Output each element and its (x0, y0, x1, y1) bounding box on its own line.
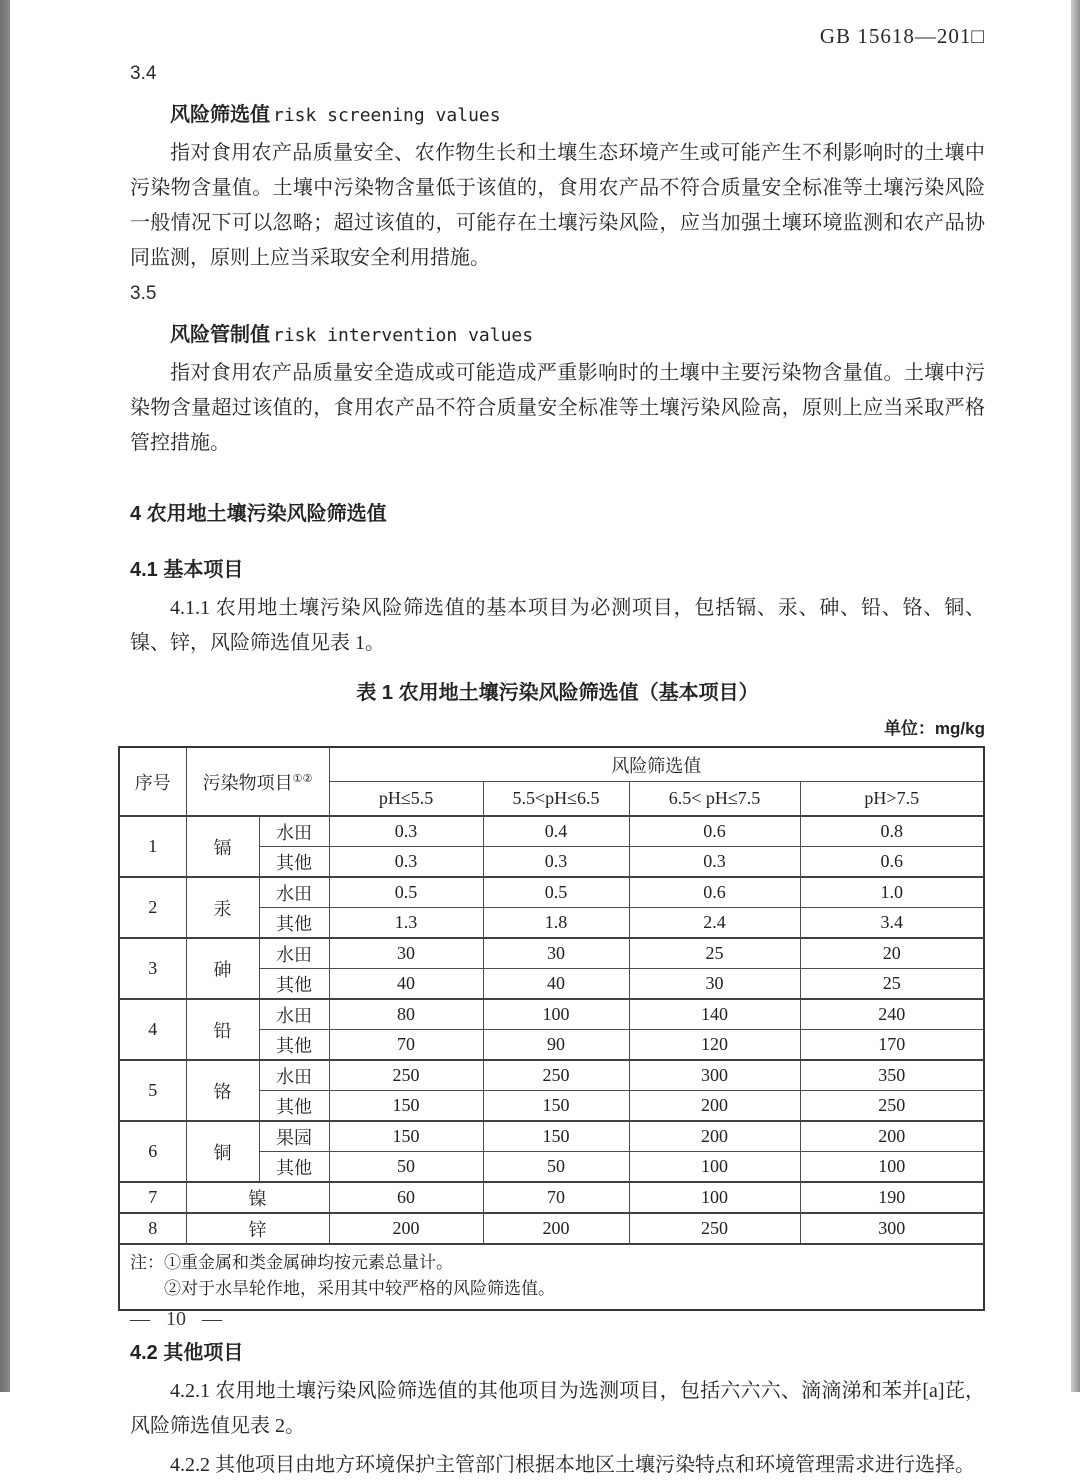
value-cell: 200 (329, 1213, 483, 1244)
land-cell: 其他 (259, 1030, 329, 1061)
table-1-caption: 表 1 农用地土壤污染风险筛选值（基本项目） (356, 682, 759, 704)
value-cell: 150 (483, 1121, 629, 1152)
value-cell: 0.6 (800, 847, 984, 878)
term-3-4-en: risk screening values (273, 105, 501, 126)
table-row (119, 1060, 984, 1091)
table-row (119, 1121, 984, 1152)
standard-code: GB 15618—201□ (819, 24, 985, 48)
header-seq: 序号 (119, 747, 186, 816)
note-prefix: 注： (130, 1253, 164, 1272)
value-cell: 0.3 (329, 847, 483, 878)
value-cell: 0.6 (629, 877, 800, 908)
value-cell: 250 (329, 1060, 483, 1091)
table-1 (118, 746, 985, 1311)
value-cell: 0.8 (800, 816, 984, 847)
table-note-1 (130, 1250, 973, 1276)
value-cell: 100 (800, 1152, 984, 1183)
value-cell: 70 (329, 1030, 483, 1061)
pollutant-cell: 铬 (186, 1060, 259, 1121)
value-cell: 0.4 (483, 816, 629, 847)
value-cell: 100 (629, 1182, 800, 1213)
value-cell: 250 (483, 1060, 629, 1091)
scan-edge-left (0, 0, 10, 1392)
pollutant-cell: 锌 (186, 1213, 329, 1244)
clause-4-1-1: 4.1.1 农用地土壤污染风险筛选值的基本项目为必测项目，包括镉、汞、砷、铅、铬、铜、镍、锌，风险筛选值见表 1。 (130, 597, 985, 654)
value-cell: 3.4 (800, 908, 984, 939)
document-content (130, 0, 985, 1483)
value-cell: 40 (329, 969, 483, 1000)
value-cell: 300 (800, 1213, 984, 1244)
clause-3-4-number: 3.4 (130, 63, 157, 84)
land-cell: 其他 (259, 847, 329, 878)
table-1-unit-label: 单位：mg/kg (883, 719, 985, 738)
header-risk-screening-group: 风险筛选值 (329, 747, 984, 782)
value-cell: 30 (629, 969, 800, 1000)
footer-dash-left: — (130, 1308, 150, 1330)
value-cell: 0.3 (483, 847, 629, 878)
pollutant-cell: 镉 (186, 816, 259, 877)
clause-3-5-number: 3.5 (130, 283, 157, 304)
table-row (119, 816, 984, 847)
seq-cell: 6 (119, 1121, 186, 1182)
seq-cell: 3 (119, 938, 186, 999)
land-cell: 其他 (259, 1091, 329, 1122)
note-1-text: ①重金属和类金属砷均按元素总量计。 (164, 1253, 453, 1272)
header-pollutant (186, 747, 329, 816)
seq-cell: 7 (119, 1182, 186, 1213)
value-cell: 200 (800, 1121, 984, 1152)
header-ph-4: pH>7.5 (800, 782, 984, 817)
value-cell: 350 (800, 1060, 984, 1091)
table-row (119, 938, 984, 969)
seq-cell: 5 (119, 1060, 186, 1121)
value-cell: 1.8 (483, 908, 629, 939)
value-cell: 200 (483, 1213, 629, 1244)
scan-edge-right (1071, 0, 1080, 1392)
value-cell: 0.3 (629, 847, 800, 878)
footer-dash-right: — (202, 1308, 222, 1330)
header-ph-1: pH≤5.5 (329, 782, 483, 817)
value-cell: 70 (483, 1182, 629, 1213)
value-cell: 200 (629, 1091, 800, 1122)
section-4-1-heading: 4.1 基本项目 (130, 559, 244, 581)
term-3-4-zh: 风险筛选值 (170, 104, 270, 126)
value-cell: 140 (629, 999, 800, 1030)
pollutant-cell: 砷 (186, 938, 259, 999)
value-cell: 250 (629, 1213, 800, 1244)
value-cell: 300 (629, 1060, 800, 1091)
value-cell: 100 (629, 1152, 800, 1183)
value-cell: 0.5 (329, 877, 483, 908)
pollutant-cell: 铅 (186, 999, 259, 1060)
land-cell: 其他 (259, 1152, 329, 1183)
term-3-5-en: risk intervention values (273, 325, 534, 346)
value-cell: 170 (800, 1030, 984, 1061)
value-cell: 60 (329, 1182, 483, 1213)
value-cell: 50 (329, 1152, 483, 1183)
value-cell: 250 (800, 1091, 984, 1122)
value-cell: 40 (483, 969, 629, 1000)
value-cell: 190 (800, 1182, 984, 1213)
value-cell: 30 (483, 938, 629, 969)
value-cell: 100 (483, 999, 629, 1030)
clause-4-2-2: 4.2.2 其他项目由地方环境保护主管部门根据本地区土壤污染特点和环境管理需求进行选择。 (170, 1454, 975, 1476)
value-cell: 90 (483, 1030, 629, 1061)
section-4-heading: 4 农用地土壤污染风险筛选值 (130, 503, 387, 525)
clause-3-4-definition: 指对食用农产品质量安全、农作物生长和土壤生态环境产生或可能产生不利影响时的土壤中污染物含量值。土壤中污染物含量低于该值的，食用农产品不符合质量安全标准等土壤污染风险一般情况下可以忽略；超过该值的，可能存在土壤污染风险，应当加强土壤环境监测和农产品协同监测，原则上应当采取安全利用措施。 (130, 142, 985, 269)
value-cell: 150 (329, 1121, 483, 1152)
seq-cell: 4 (119, 999, 186, 1060)
value-cell: 1.0 (800, 877, 984, 908)
value-cell: 150 (329, 1091, 483, 1122)
table-note-row (119, 1244, 984, 1310)
value-cell: 25 (800, 969, 984, 1000)
clause-3-5-definition: 指对食用农产品质量安全造成或可能造成严重影响时的土壤中主要污染物含量值。土壤中污染物含量超过该值的，食用农产品不符合质量安全标准等土壤污染风险高，原则上应当采取严格管控措施。 (130, 362, 985, 454)
page-footer (130, 1308, 222, 1331)
seq-cell: 8 (119, 1213, 186, 1244)
table-row (119, 877, 984, 908)
table-note-2: ②对于水旱轮作地，采用其中较严格的风险筛选值。 (164, 1279, 555, 1298)
term-3-5-heading (170, 318, 985, 347)
value-cell: 200 (629, 1121, 800, 1152)
value-cell: 30 (329, 938, 483, 969)
term-3-5-zh: 风险管制值 (170, 324, 270, 346)
section-4-2-heading: 4.2 其他项目 (130, 1342, 244, 1364)
land-cell: 水田 (259, 938, 329, 969)
value-cell: 0.5 (483, 877, 629, 908)
page-number: 10 (166, 1308, 186, 1330)
header-ph-2: 5.5<pH≤6.5 (483, 782, 629, 817)
value-cell: 80 (329, 999, 483, 1030)
value-cell: 1.3 (329, 908, 483, 939)
value-cell: 240 (800, 999, 984, 1030)
clause-4-2-1: 4.2.1 农用地土壤污染风险筛选值的其他项目为选测项目，包括六六六、滴滴涕和苯并[a]芘，风险筛选值见表 2。 (130, 1380, 985, 1437)
land-cell: 水田 (259, 999, 329, 1030)
pollutant-cell: 汞 (186, 877, 259, 938)
land-cell: 水田 (259, 1060, 329, 1091)
table-notes (119, 1244, 984, 1310)
table-row (119, 1213, 984, 1244)
pollutant-cell: 镍 (186, 1182, 329, 1213)
value-cell: 0.6 (629, 816, 800, 847)
land-cell: 水田 (259, 877, 329, 908)
value-cell: 120 (629, 1030, 800, 1061)
value-cell: 150 (483, 1091, 629, 1122)
pollutant-cell: 铜 (186, 1121, 259, 1182)
value-cell: 25 (629, 938, 800, 969)
land-cell: 水田 (259, 816, 329, 847)
land-cell: 其他 (259, 908, 329, 939)
table-row (119, 999, 984, 1030)
term-3-4-heading (170, 98, 985, 127)
value-cell: 0.3 (329, 816, 483, 847)
land-cell: 其他 (259, 969, 329, 1000)
header-pollutant-footnote-marks: ①② (292, 772, 313, 785)
land-cell: 果园 (259, 1121, 329, 1152)
seq-cell: 2 (119, 877, 186, 938)
value-cell: 20 (800, 938, 984, 969)
value-cell: 50 (483, 1152, 629, 1183)
header-pollutant-label: 污染物项目 (202, 772, 293, 793)
table-header-row-1 (119, 747, 984, 782)
table-row (119, 1182, 984, 1213)
header-ph-3: 6.5< pH≤7.5 (629, 782, 800, 817)
value-cell: 2.4 (629, 908, 800, 939)
seq-cell: 1 (119, 816, 186, 877)
